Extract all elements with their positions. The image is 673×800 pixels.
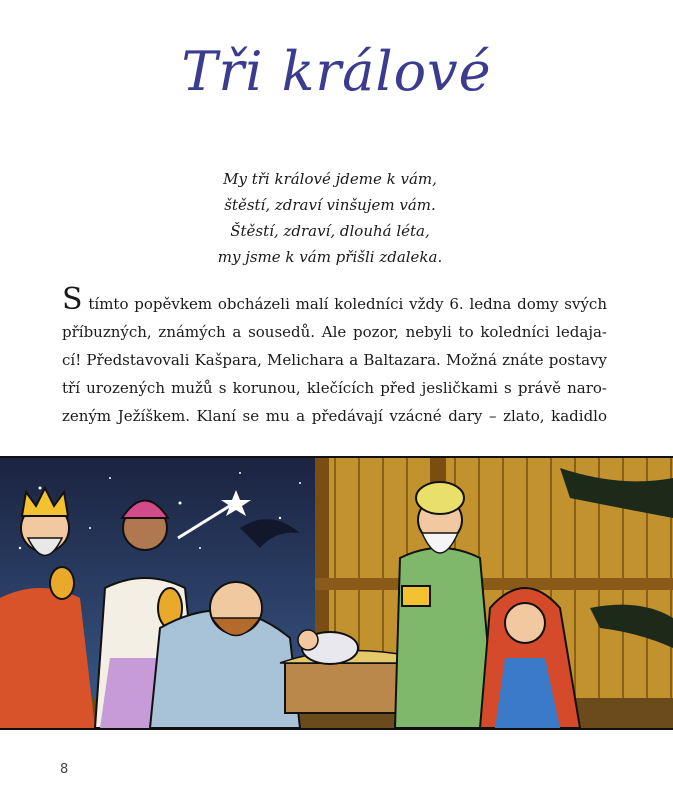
paragraph-line-text: tímto popěvkem obcházeli malí koledníci vždy 6. ledna domy svých xyxy=(88,295,607,313)
paragraph-line: příbuzných, známých a sousedů. Ale pozor, nebyli to koledníci ledaja- xyxy=(62,323,607,341)
body-paragraph xyxy=(62,282,607,430)
stable-beam xyxy=(315,578,673,590)
paragraph-line: cí! Představovali Kašpara, Melichara a Baltazara. Možná znáte postavy xyxy=(62,351,607,369)
turban xyxy=(416,482,464,514)
drop-cap: S xyxy=(62,282,83,317)
poem-line: My tři králové jdeme k vám, xyxy=(223,170,437,188)
paragraph-line xyxy=(62,282,607,318)
poem-line: my jsme k vám přišli zdaleka. xyxy=(217,248,443,266)
gift-gold xyxy=(50,567,74,599)
gift-box xyxy=(402,586,430,606)
poem-line: Štěstí, zdraví, dlouhá léta, xyxy=(230,222,430,240)
nativity-scene xyxy=(0,458,673,728)
paragraph-line: zeným Ježíškem. Klaní se mu a předávají vzácné dary – zlato, kadidlo xyxy=(62,407,607,425)
page-number: 8 xyxy=(60,762,69,777)
nativity-illustration xyxy=(0,456,673,730)
poem-line: štěstí, zdraví vinšujem vám. xyxy=(224,196,436,214)
poem xyxy=(160,166,500,270)
paragraph-line: tří urozených mužů s korunou, klečících před jesličkami s právě naro- xyxy=(62,379,607,397)
page-title: Tři králové xyxy=(181,40,492,103)
